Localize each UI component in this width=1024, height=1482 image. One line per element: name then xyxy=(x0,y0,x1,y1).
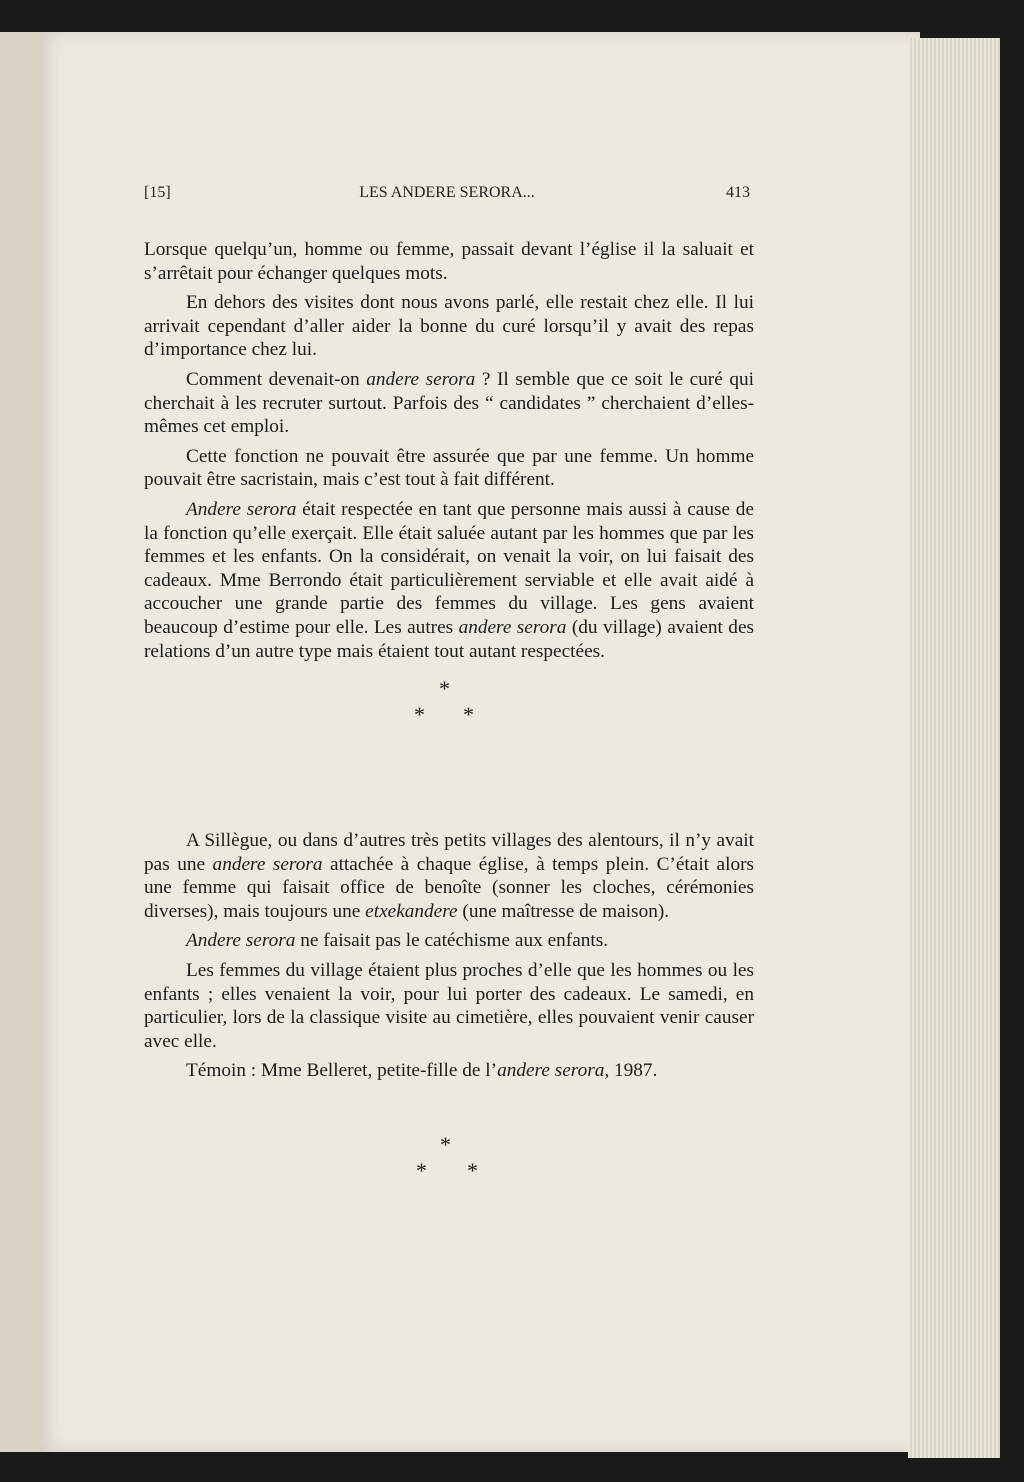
paragraph: Lorsque quelqu’un, homme ou femme, passait devant l’église il la saluait et s’arrêtait pour échanger quelques mots. xyxy=(144,239,754,284)
paragraph: Témoin : Mme Belleret, petite-fille de l’andere serora, 1987. xyxy=(186,1060,658,1082)
term-andere-serora: andere serora xyxy=(366,368,476,390)
paragraph: A Sillègue, ou dans d’autres très petits villages des alentours, il n’y avait pas une andere serora attachée à chaque église, à temps plein. C’était alors une femme qui faisait office de benoîte (sonner les cloches, cérémonies diverses), mais toujours une etxekandere (une maîtresse de maison). xyxy=(144,830,755,922)
asterisk: * xyxy=(414,702,425,727)
term-andere-serora: andere serora xyxy=(212,853,323,875)
page-number: 413 xyxy=(726,184,750,201)
paragraph: En dehors des visites dont nous avons parlé, elle restait chez elle. Il lui arrivait cependant d’aller aider la bonne du curé lorsqu’il y avait des repas d’importance chez lui. xyxy=(144,292,754,361)
asterisk: * xyxy=(439,676,450,701)
section-number: [15] xyxy=(144,184,171,201)
term-andere-serora: andere serora xyxy=(458,616,567,638)
asterisk: * xyxy=(440,1132,451,1157)
section-separator xyxy=(0,1132,1024,1192)
running-header xyxy=(144,184,750,206)
asterisk: * xyxy=(463,702,474,727)
term-andere-serora: Andere serora xyxy=(186,498,297,520)
paragraph: Cette fonction ne pouvait être assurée que par une femme. Un homme pouvait être sacristain, mais c’est tout à fait différent. xyxy=(144,445,754,491)
asterisk: * xyxy=(467,1158,478,1183)
paragraph: Les femmes du village étaient plus proches d’elle que les hommes ou les enfants ; elles venaient la voir, pour lui porter des cadeaux. Le samedi, en particulier, lors de la classique visite au cimetière, elles pouvaient venir causer avec elle. xyxy=(144,960,754,1052)
body-text xyxy=(144,238,754,1083)
paragraph: Andere serora était respectée en tant que personne mais aussi à cause de la fonction qu’elle exerçait. Elle était saluée autant par les hommes que par les femmes et les enfants. On la considérait, on venait la voir, on lui faisait des cadeaux. Mme Berrondo était particulièrement serviable et elle avait aidé à accoucher une grande partie des femmes du village. Les gens avaient beaucoup d’estime pour elle. Les autres andere serora (du village) avaient des relations d’un autre type mais étaient tout autant respectées. xyxy=(144,498,755,662)
paragraph: Andere serora ne faisait pas le catéchisme aux enfants. xyxy=(186,930,609,952)
term-etxekandere: etxekandere xyxy=(365,900,458,922)
term-andere-serora: andere serora, xyxy=(497,1060,610,1082)
paragraph: Comment devenait-on andere serora ? Il semble que ce soit le curé qui cherchait à les recruter surtout. Parfois des “ candidates ” cherchaient d’elles-mêmes cet emploi. xyxy=(144,368,754,438)
asterisk: * xyxy=(416,1158,427,1183)
section-separator xyxy=(0,676,1024,736)
previous-page-edge xyxy=(0,32,42,1452)
running-title: LES ANDERE SERORA... xyxy=(359,184,535,201)
page-stack-edges xyxy=(908,38,1000,1458)
term-andere-serora: Andere serora xyxy=(186,930,296,952)
